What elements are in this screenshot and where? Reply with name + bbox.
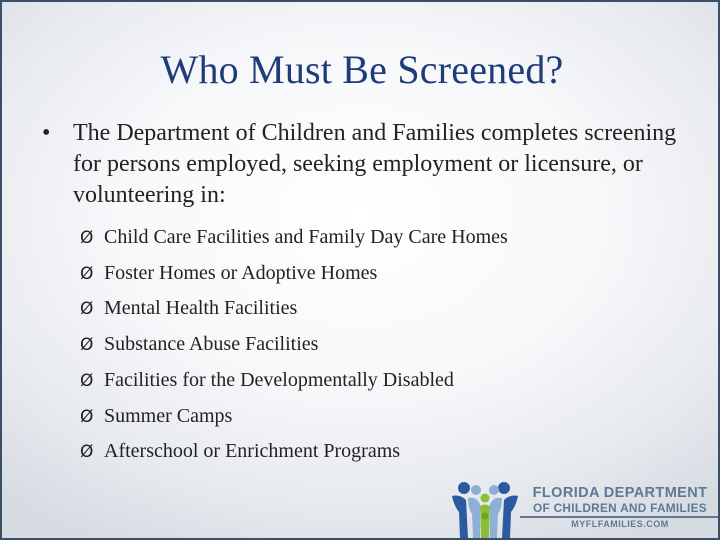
sub-bullet-item [80, 363, 680, 399]
arrow-bullet-icon: Ø [80, 370, 94, 391]
logo-line-1: FLORIDA DEPARTMENT [532, 485, 708, 501]
sub-bullet-item [80, 291, 680, 327]
logo-line-2: OF CHILDREN AND FAMILIES [520, 501, 720, 518]
slide-title: Who Must Be Screened? [160, 47, 564, 92]
sub-bullet-text: Facilities for the Developmentally Disabled [104, 368, 454, 391]
sub-bullet-text: Child Care Facilities and Family Day Care Homes [104, 226, 508, 248]
sub-bullet-text: Foster Homes or Adoptive Homes [104, 261, 378, 284]
arrow-bullet-icon: Ø [80, 335, 94, 356]
sub-bullet-item [80, 256, 680, 292]
sub-bullet-item [80, 220, 680, 256]
arrow-bullet-icon: Ø [80, 406, 94, 427]
arrow-bullet-icon: Ø [80, 299, 94, 320]
arrow-bullet-icon: Ø [80, 228, 94, 248]
arrow-bullet-icon: Ø [80, 442, 94, 463]
logo-line-3: MYFLFAMILIES.COM [571, 519, 669, 529]
sub-bullet-item [80, 399, 680, 435]
sub-bullet-text: Mental Health Facilities [104, 297, 298, 320]
arrow-bullet-icon: Ø [80, 263, 94, 284]
families-figures-icon [450, 476, 520, 540]
sub-bullet-text: Afterschool or Enrichment Programs [104, 440, 401, 463]
bullet-dot-icon: • [42, 120, 51, 146]
main-bullet [42, 118, 702, 211]
sub-bullet-item [80, 434, 680, 470]
dcf-logo [450, 476, 720, 540]
sub-bullet-item [80, 327, 680, 363]
logo-text [520, 486, 720, 530]
sub-bullet-list [80, 220, 680, 470]
sub-bullet-text: Summer Camps [104, 404, 233, 427]
main-bullet-text: The Department of Children and Families completes screening for persons employed, seeking employment or licensure, or volunteering in: [73, 120, 677, 208]
sub-bullet-text: Substance Abuse Facilities [104, 333, 319, 356]
